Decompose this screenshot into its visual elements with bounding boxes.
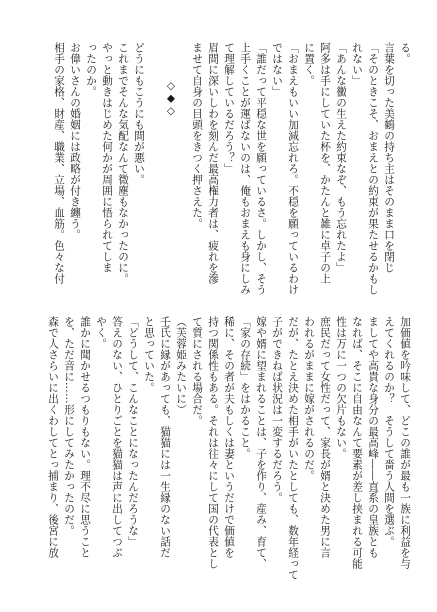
text-line: なれば、そこに自由なんて要素が差し挟まれる可能	[351, 316, 363, 569]
text-line: 「そのときこそ、おまえとの約束が果たせるかもし	[367, 42, 379, 295]
text-line: 庶民だって女性だって、家長が婿と決めた男に言	[319, 316, 331, 558]
text-line: （芙蓉姫みたいに）	[175, 316, 187, 415]
text-line: お偉いさんの婚姻には政略が付き纏う。	[69, 42, 81, 240]
text-line: やっと動きはじめた何かが周囲に悟られてしま	[101, 42, 113, 273]
text-line: 「どうして、こんなことになったんだろうな」	[127, 316, 139, 547]
text-line: 相手の家格、財産、職業、立場、血筋。色々な付	[53, 42, 65, 284]
text-line: 稀に、その者が夫もしくは妻というだけで価値を	[223, 316, 235, 558]
text-line: これまでそんな気配なんて微塵もなかったのに。	[117, 42, 129, 284]
text-line: 「おまえもいい加減忘れろ。不穏を願っているわけ	[287, 42, 299, 295]
text-line: 「あんな黴の生えた約束なぞ、もう忘れたよ」	[335, 42, 347, 273]
text-line: と思っていた。	[143, 316, 155, 393]
text-line: だが、たとえ決めた相手がいたとしても、数年経って	[287, 316, 299, 580]
section-divider	[163, 80, 179, 140]
text-line: 性は万に一つの欠片もない。	[335, 316, 347, 459]
text-line: て理解しているだろう？」	[223, 42, 235, 174]
text-line: 「家の存続」をはかること。	[239, 316, 251, 459]
text-line: れない」	[351, 42, 363, 86]
text-line: 加価値を吟味して、どこの誰が最も一族に利益を与	[399, 316, 411, 569]
text-line: に置く。	[303, 42, 315, 86]
text-line: 「誰だって平穏な世を願っているさ。しかし、そう	[255, 42, 267, 295]
text-line: ましてや高貴な身分の最高峰――直系の皇族とも	[367, 316, 379, 558]
text-line: て質にされる場合だ。	[191, 316, 203, 426]
text-line: 上手くことが運ばないのは、俺もおまえも身にしみ	[239, 42, 251, 295]
text-line: 森で人さらいに出くわしてとっ捕まり、後宮に放	[47, 316, 59, 558]
text-line: やく。	[95, 316, 107, 349]
text-line: 子ができねば状況は一変するだろう。	[271, 316, 283, 503]
divider-mark: ◇◆◇	[165, 80, 177, 118]
text-line: ではない」	[271, 42, 283, 97]
lower-vertical-text	[45, 316, 413, 580]
text-line: えてくれるのか？ そうして嗇う人間を選ぶ。	[383, 316, 395, 547]
text-line: る。	[399, 42, 411, 64]
text-line: 誰かに聞かせるつもりもない。理不尽に思うこと	[79, 316, 91, 558]
upper-left-vertical-text	[51, 42, 147, 290]
text-line: 嫁や婿に望まれることは、子を作り、産み、育て、	[255, 316, 267, 569]
text-line: 阿多は手にしていた杯を、かたんと雑に卓子の上	[319, 42, 331, 284]
text-line: ったのか。	[85, 42, 97, 97]
upper-vertical-text	[189, 42, 413, 295]
text-line: を、ただ音に……形にしてみたかったのだ。	[63, 316, 75, 536]
text-line: どうにもこうにも間が悪い。	[133, 42, 145, 185]
text-line: 言葉を切った美鶴の持ち主はそのまま口を閉じ	[383, 42, 395, 273]
text-line: 持つ関係性もある。それは往々にして国の代表とし	[207, 316, 219, 569]
text-line: 答えのない、ひとりごとを猫猫は声に出してつぶ	[111, 316, 123, 558]
text-line: ませて自身の目頭をきつく押さえた。	[191, 42, 203, 229]
text-line: 壬氏に縁があっても、猫猫には一生縁のない話だ	[159, 316, 171, 558]
text-line: 眉間に深いしわを刻んだ最高権力者は、疲れを滲	[207, 42, 219, 284]
text-line: われるがままに嫁がされるのだ。	[303, 316, 315, 481]
